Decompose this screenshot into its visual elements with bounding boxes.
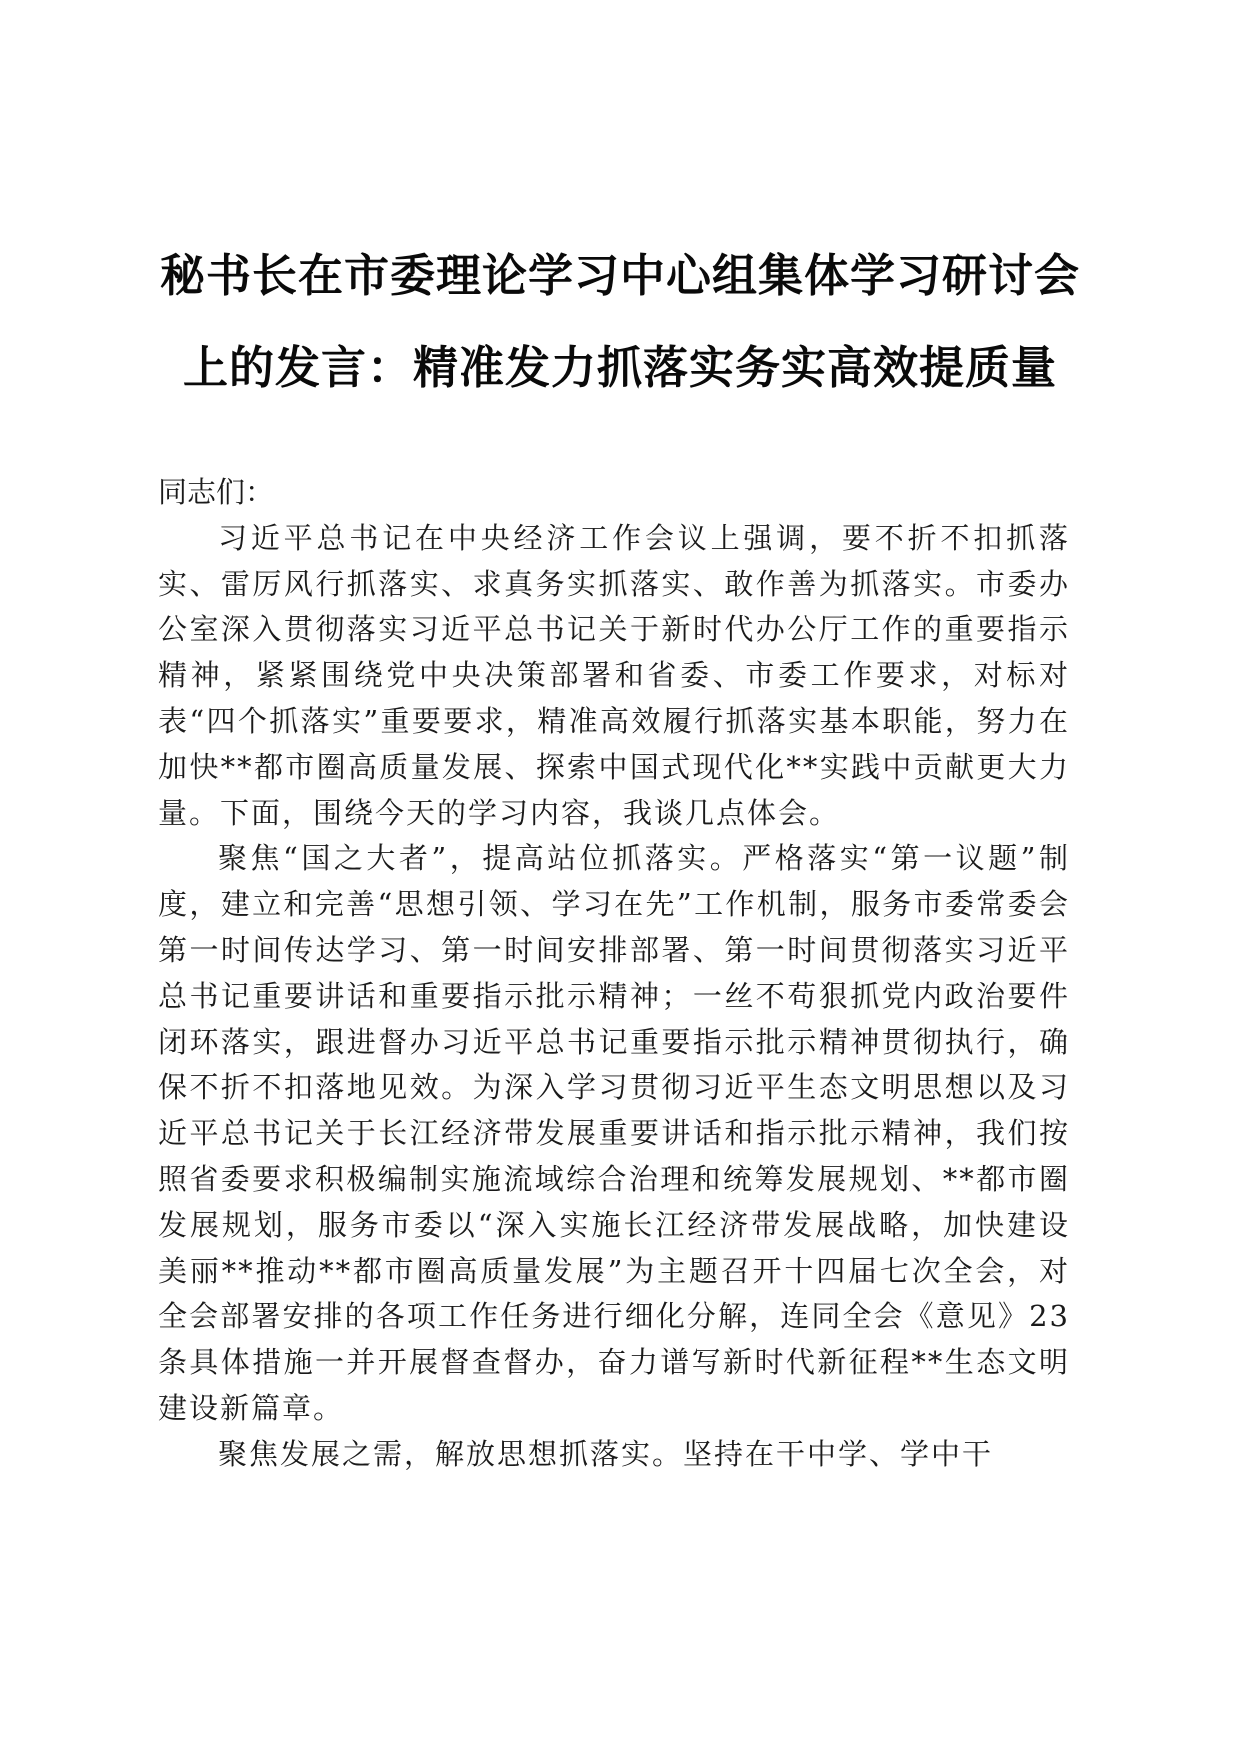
document-body [158,470,1070,1478]
salutation: 同志们： [158,475,275,509]
title-line-1: 秘书长在市委理论学习中心组集体学习研讨会 [159,249,1080,302]
paragraph-3: 聚焦发展之需，解放思想抓落实。坚持在干中学、学中干 [218,1436,994,1471]
title-line-2: 上的发言：精准发力抓落实务实高效提质量 [182,341,1057,394]
document-title [150,230,1090,414]
paragraph-2: 聚焦“国之大者”，提高站位抓落实。严格落实“第一议题”制度，建立和完善“思想引领、学习在先”工作机制，服务市委常委会第一时间传达学习、第一时间安排部署、第一时间贯彻落实习近平总书记重要讲话和重要指示批示精神；一丝不苟狠抓党内政治要件闭环落实，跟进督办习近平总书记重要指示批示精神贯彻执行，确保不折不扣落地见效。为深入学习贯彻习近平生态文明思想以及习近平总书记关于长江经济带发展重要讲话和指示批示精神，我们按照省委要求积极编制实施流域综合治理和统筹发展规划、**都市圈发展规划，服务市委以“深入实施长江经济带发展战略，加快建设美丽**推动**都市圈高质量发展”为主题召开十四届七次全会，对全会部署安排的各项工作任务进行细化分解，连同全会《意见》23条具体措施一并开展督查督办，奋力谱写新时代新征程**生态文明建设新篇章。 [158,841,1070,1425]
paragraph-1: 习近平总书记在中央经济工作会议上强调，要不折不扣抓落实、雷厉风行抓落实、求真务实抓落实、敢作善为抓落实。市委办公室深入贯彻落实习近平总书记关于新时代办公厅工作的重要指示精神，紧紧围绕党中央决策部署和省委、市委工作要求，对标对表“四个抓落实”重要要求，精准高效履行抓落实基本职能，努力在加快**都市圈高质量发展、探索中国式现代化**实践中贡献更大力量。下面，围绕今天的学习内容，我谈几点体会。 [158,520,1070,830]
